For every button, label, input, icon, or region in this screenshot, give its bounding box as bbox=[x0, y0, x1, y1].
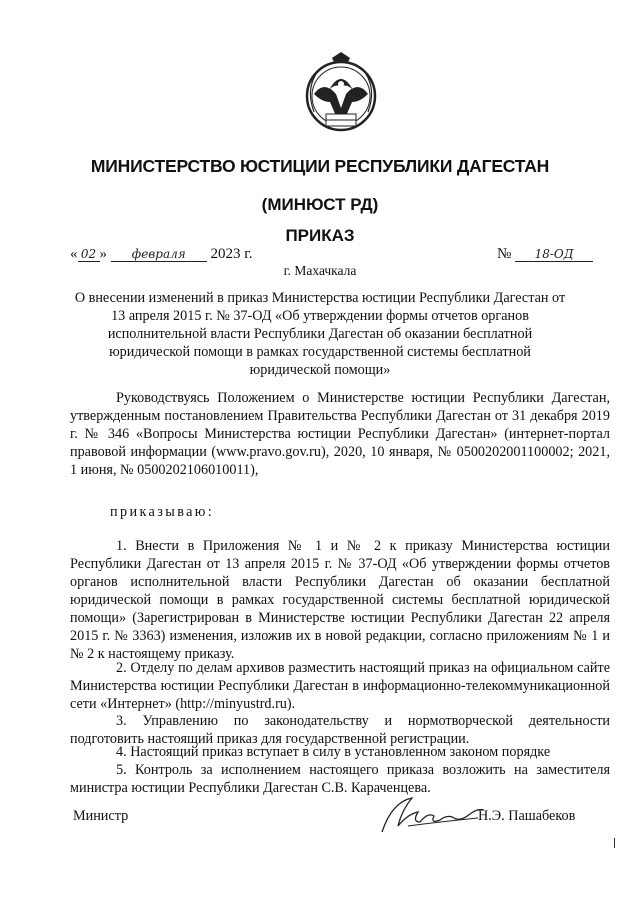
handwritten-signature bbox=[378, 792, 488, 838]
order-date bbox=[70, 246, 252, 263]
document-type: ПРИКАЗ bbox=[285, 226, 355, 245]
order-item-5: 5. Контроль за исполнением настоящего приказа возложить на заместителя министра юстиции Республики Дагестан С.В. Караченцева. bbox=[70, 762, 610, 796]
document-subject: О внесении изменений в приказ Министерства юстиции Республики Дагестан от 13 апреля 2015 г. № 37-ОД «Об утверждении формы отчетов органов исполнительной власти Республики Дагестан об оказании бесплатной юридической помощи в рамках государственной системы бесплатной юридической помощи» bbox=[74, 290, 566, 378]
ministry-name: МИНИСТЕРСТВО ЮСТИЦИИ РЕСПУБЛИКИ ДАГЕСТАН bbox=[90, 156, 550, 176]
signatory-name: Н.Э. Пашабеков bbox=[478, 808, 576, 824]
order-item-4: 4. Настоящий приказ вступает в силу в установленном законом порядке bbox=[116, 744, 551, 760]
order-item-1: 1. Внести в Приложения № 1 и № 2 к приказу Министерства юстиции Республики Дагестан от 13 апреля 2015 г. № 37-ОД «Об утверждении формы отчетов органов исполнительной власти Республики Дагестан об оказании бесплатной юридической помощи в рамках государственной системы бесплатной юридической помощи» (Зарегистрирован в Министерстве юстиции Республики Дагестан 22 апреля 2015 г. № 3363) изменения, изложив их в новой редакции, согласно приложениям № 1 и № 2 к настоящему приказу. bbox=[70, 538, 610, 662]
number-value: 18-ОД bbox=[515, 247, 593, 262]
city: г. Махачкала bbox=[283, 263, 357, 278]
order-word: приказываю: bbox=[110, 504, 215, 520]
date-open-quote: « bbox=[70, 246, 78, 262]
date-month: февраля bbox=[111, 247, 207, 262]
order-item-2: 2. Отделу по делам архивов разместить настоящий приказ на официальном сайте Министерства юстиции Республики Дагестан в информационно-телекоммуникационной сети «Интернет» (http://minyustrd.ru). bbox=[70, 660, 610, 712]
order-number bbox=[497, 246, 593, 263]
scan-mark bbox=[614, 838, 618, 848]
date-day: 02 bbox=[78, 247, 100, 262]
ministry-short-name: (МИНЮСТ РД) bbox=[261, 195, 379, 214]
basis-paragraph: Руководствуясь Положением о Министерстве юстиции Республики Дагестан, утвержденным постановлением Правительства Республики Дагестан от 31 декабря 2019 г. № 346 «Вопросы Министерства юстиции Республики Дагестан» (интернет-портал правовой информации (www.pravo.gov.ru), 2020, 10 января, № 0500202001100002; 2021, 1 июня, № 0500202106010011), bbox=[70, 390, 610, 478]
number-sign: № bbox=[497, 246, 512, 262]
order-item-3: 3. Управлению по законодательству и нормотворческой деятельности подготовить настоящий приказ для государственной регистрации. bbox=[70, 713, 610, 747]
coat-of-arms-emblem bbox=[296, 50, 386, 138]
date-close-quote: » bbox=[99, 246, 107, 262]
signatory-position: Министр bbox=[73, 808, 129, 824]
date-year: 2023 г. bbox=[210, 246, 253, 262]
